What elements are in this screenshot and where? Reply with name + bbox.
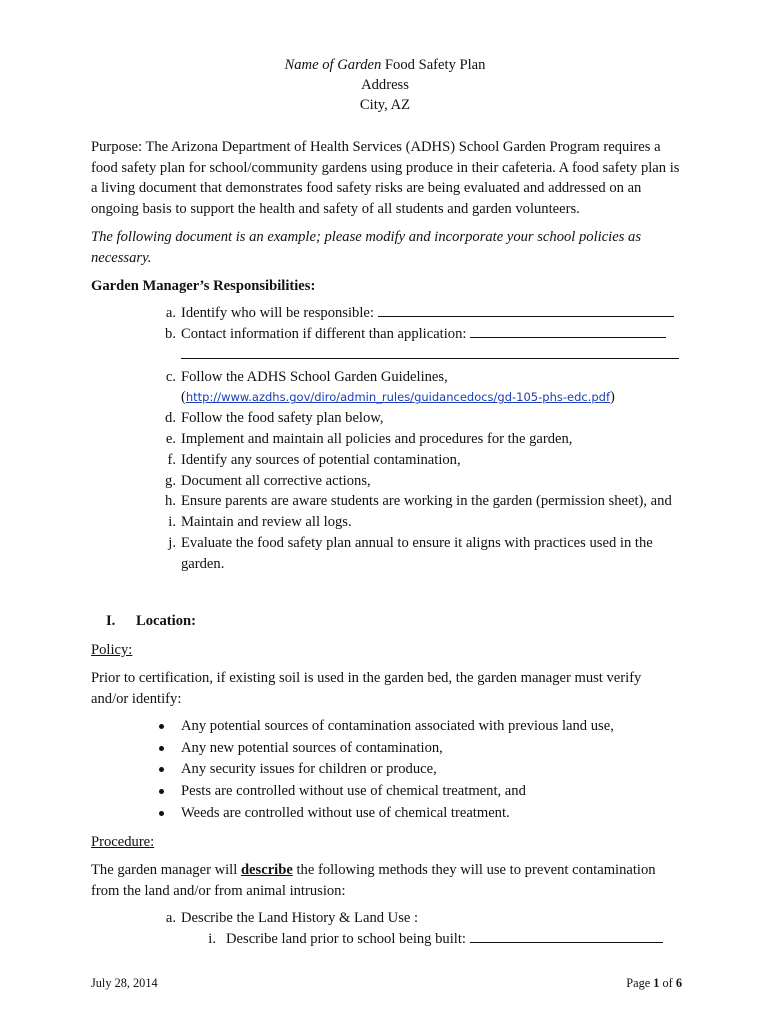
- list-marker: e.: [165, 430, 176, 447]
- responsible-blank-field[interactable]: [378, 303, 674, 317]
- list-item: [158, 408, 698, 429]
- list-item-text: Evaluate the food safety plan annual to ensure it aligns with practices used in the garden.: [181, 534, 653, 572]
- footer-page-number: [626, 976, 682, 991]
- list-item: [158, 324, 698, 345]
- list-item: [158, 367, 698, 409]
- policy-text: Prior to certification, if existing soil is used in the garden bed, the garden manager must verify and/or identify:: [91, 670, 642, 707]
- bullet-text: Any security issues for children or produce,: [181, 761, 437, 778]
- guidelines-link[interactable]: http://www.azdhs.gov/diro/admin_rules/guidancedocs/gd-105-phs-edc.pdf: [185, 390, 610, 405]
- bullet-dot: [159, 746, 164, 751]
- list-item-text: Identify who will be responsible:: [181, 305, 378, 321]
- list-marker: i.: [168, 514, 176, 531]
- list-item: [158, 303, 698, 324]
- procedure-text-end: the following methods they will use to prevent contamination from the land and/or from animal intrusion:: [91, 862, 656, 899]
- policy-label: Policy:: [91, 642, 133, 658]
- list-item: [158, 533, 698, 575]
- list-marker: a.: [165, 910, 176, 926]
- bullet-text: Any new potential sources of contamination,: [181, 739, 443, 756]
- city-line: City, AZ: [359, 97, 411, 113]
- bullet-item: [158, 738, 698, 760]
- section-heading: [91, 611, 681, 632]
- procedure-text: [91, 860, 681, 901]
- list-marker: f.: [167, 451, 176, 468]
- bullet-dot: [159, 811, 164, 816]
- list-item-text: Describe land prior to school being built:: [226, 930, 470, 947]
- list-item-text: Ensure parents are aware students are working in the garden (permission sheet), and: [181, 493, 672, 510]
- current-page: 1: [653, 976, 660, 990]
- list-item: [158, 929, 698, 950]
- document-title: [0, 55, 770, 75]
- list-item: [158, 345, 698, 365]
- document-header: [0, 55, 770, 115]
- list-marker: a.: [165, 305, 176, 321]
- example-note: The following document is an example; please modify and incorporate your school policies as necessary.: [91, 229, 642, 266]
- list-item: [158, 471, 698, 492]
- list-item-text: Contact information if different than application:: [181, 325, 471, 342]
- list-marker: c.: [165, 368, 176, 385]
- policy-bullet-list: [158, 716, 698, 825]
- procedure-label: Procedure:: [91, 834, 155, 850]
- list-marker: g.: [165, 472, 176, 489]
- bullet-text: Any potential sources of contamination associated with previous land use,: [181, 718, 614, 734]
- land-prior-blank-field[interactable]: [470, 929, 663, 943]
- page-prefix: Page: [626, 976, 654, 990]
- list-item-text: Describe the Land History & Land Use :: [181, 910, 419, 926]
- bullet-item: [158, 759, 698, 781]
- list-item: [158, 908, 698, 929]
- bullet-text: Pests are controlled without use of chemical treatment, and: [181, 783, 526, 800]
- responsibilities-list: [158, 303, 698, 575]
- list-marker: h.: [165, 493, 176, 510]
- bullet-dot: [159, 724, 164, 729]
- section-number: I.: [106, 613, 116, 629]
- list-item: [158, 491, 698, 512]
- list-item-text: Follow the ADHS School Garden Guidelines,: [181, 368, 448, 385]
- list-item-text: Follow the food safety plan below,: [181, 410, 384, 427]
- list-marker: d.: [165, 410, 176, 427]
- list-marker: b.: [165, 325, 176, 342]
- procedure-text-start: The garden manager will: [91, 862, 241, 878]
- section-title: Location:: [136, 613, 196, 629]
- list-item-text: Identify any sources of potential contamination,: [181, 451, 461, 468]
- procedure-list: [158, 908, 698, 950]
- address-line: Address: [361, 77, 409, 93]
- list-item-text: Implement and maintain all policies and procedures for the garden,: [181, 430, 573, 447]
- procedure-emphasis: describe: [240, 862, 293, 878]
- list-item-text: Document all corrective actions,: [181, 472, 371, 489]
- purpose-paragraph: Purpose: The Arizona Department of Health Services (ADHS) School Garden Program requires a food safety plan for school/community gardens using produce in their cafeteria. A food safety plan is a living document that demonstrates food safety risks are being evaluated and addressed on an ongoing basis to support the health and safety of all students and garden volunteers.: [91, 139, 680, 217]
- garden-name-placeholder: Name of Garden: [284, 57, 382, 73]
- page-of: of: [659, 976, 676, 990]
- list-marker: i.: [208, 930, 216, 947]
- contact-blank-field[interactable]: [470, 324, 666, 338]
- list-item-text: Maintain and review all logs.: [181, 514, 352, 531]
- footer-date: July 28, 2014: [91, 976, 158, 990]
- bullet-dot: [159, 789, 164, 794]
- list-item: [158, 512, 698, 533]
- list-marker: j.: [168, 534, 176, 551]
- list-item: [158, 450, 698, 471]
- total-pages: 6: [675, 976, 682, 990]
- bullet-item: [158, 803, 698, 825]
- bullet-dot: [159, 767, 164, 772]
- manager-heading: Garden Manager’s Responsibilities:: [91, 278, 316, 294]
- bullet-item: [158, 716, 698, 738]
- bullet-text: Weeds are controlled without use of chemical treatment.: [181, 804, 510, 821]
- list-item: [158, 429, 698, 450]
- title-suffix: Food Safety Plan: [381, 57, 486, 73]
- bullet-item: [158, 781, 698, 803]
- contact-blank-field-2[interactable]: [181, 345, 679, 359]
- guidelines-link-wrapper: (http://www.azdhs.gov/diro/admin_rules/guidancedocs/gd-105-phs-edc.pdf): [181, 389, 615, 406]
